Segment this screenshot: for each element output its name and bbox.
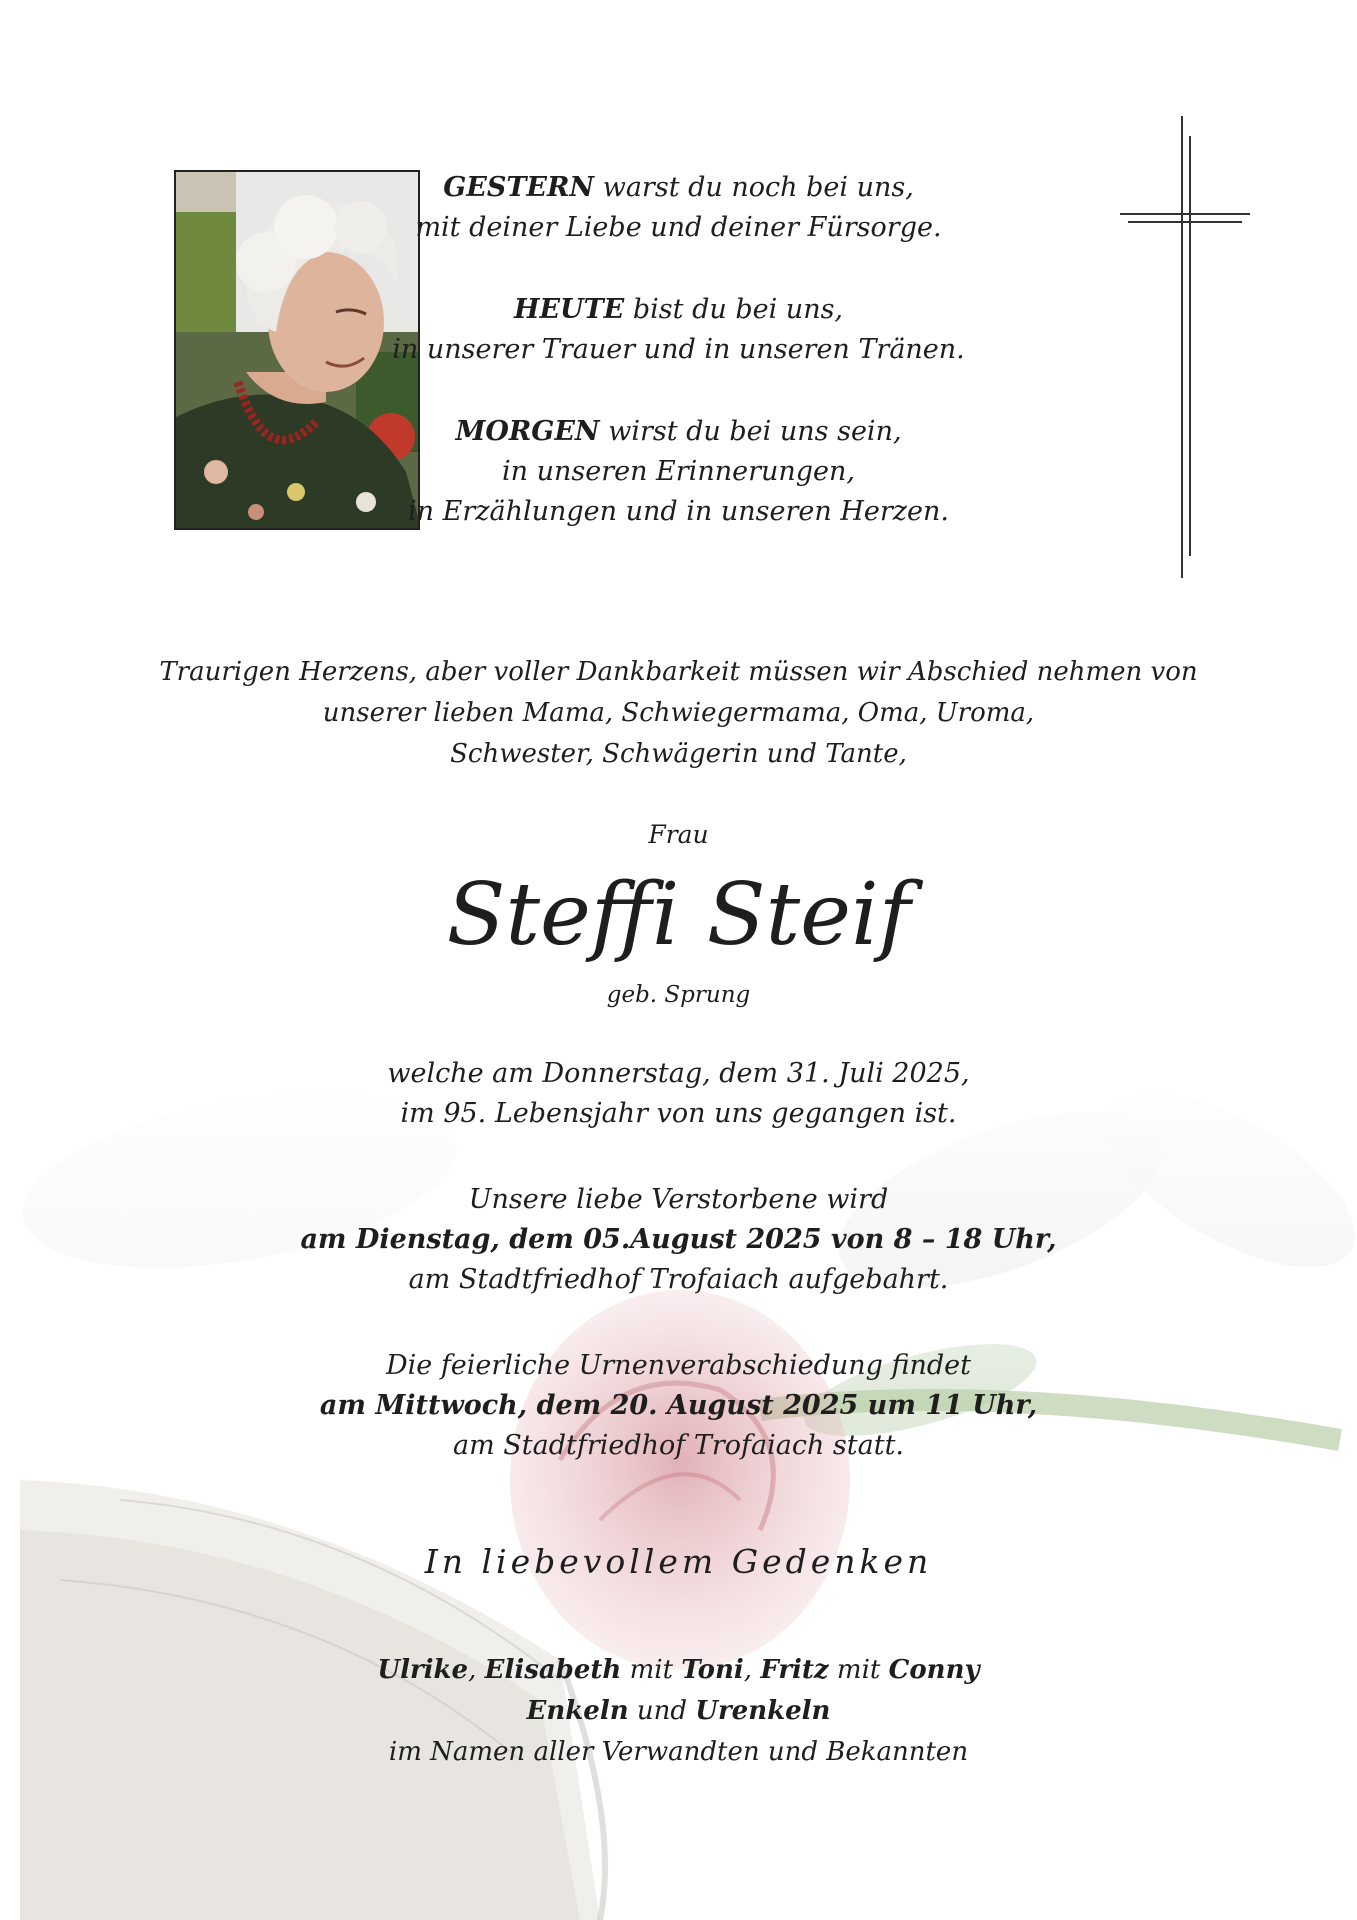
- poem: [0, 168, 1357, 574]
- mourner-connector: und: [628, 1696, 696, 1726]
- viewing-line: Unsere liebe Verstorbene wird: [468, 1184, 889, 1215]
- mourner-name: Toni: [681, 1655, 744, 1685]
- poem-line: in unserer Trauer und in unseren Tränen.: [392, 334, 965, 365]
- mourner-connector: ,: [468, 1655, 485, 1685]
- poem-stanza-today: [0, 290, 1357, 370]
- memorial-heading: In liebevollem Gedenken: [424, 1542, 933, 1581]
- mourner-connector: mit: [828, 1655, 889, 1685]
- poem-stanza-tomorrow: [0, 412, 1357, 532]
- salutation: Frau: [648, 820, 709, 849]
- poem-line: in Erzählungen und in unseren Herzen.: [408, 496, 949, 527]
- mourner-name: Fritz: [760, 1655, 829, 1685]
- mourner-name: Elisabeth: [484, 1655, 622, 1685]
- poem-line: warst du noch bei uns,: [602, 172, 914, 203]
- mourner-name: Ulrike: [377, 1655, 469, 1685]
- poem-line: mit deiner Liebe und deiner Fürsorge.: [415, 212, 942, 243]
- poem-line: bist du bei uns,: [632, 294, 844, 325]
- urn-farewell-info: [0, 1346, 1357, 1466]
- poem-stanza-yesterday: [0, 168, 1357, 248]
- mourner-connector: ,: [743, 1655, 761, 1685]
- urn-location: am Stadtfriedhof Trofaiach statt.: [452, 1430, 905, 1461]
- poem-keyword: GESTERN: [443, 172, 595, 203]
- intro-text: [0, 652, 1357, 775]
- mourners: [0, 1650, 1357, 1773]
- intro-line: unserer lieben Mama, Schwiegermama, Oma, Uroma,: [322, 698, 1035, 728]
- poem-line: in unseren Erinnerungen,: [501, 456, 855, 487]
- poem-keyword: MORGEN: [455, 416, 600, 447]
- mourners-grandchildren-line: [0, 1691, 1357, 1732]
- death-notice: [0, 1054, 1357, 1134]
- mourners-family-line: [0, 1650, 1357, 1691]
- death-line: welche am Donnerstag, dem 31. Juli 2025,: [387, 1058, 970, 1089]
- viewing-location: am Stadtfriedhof Trofaiach aufgebahrt.: [408, 1264, 949, 1295]
- mourner-name: Conny: [888, 1655, 980, 1685]
- intro-line: Schwester, Schwägerin und Tante,: [450, 739, 907, 769]
- mourners-closing-line: im Namen aller Verwandten und Bekannten: [388, 1737, 969, 1767]
- intro-line: Traurigen Herzens, aber voller Dankbarkeit müssen wir Abschied nehmen von: [159, 657, 1198, 687]
- mourner-name: Enkeln: [526, 1696, 629, 1726]
- urn-line: Die feierliche Urnenverabschiedung findet: [385, 1350, 972, 1381]
- deceased-name: Steffi Steif: [446, 865, 911, 965]
- mourner-name: Urenkeln: [695, 1696, 831, 1726]
- poem-line: wirst du bei uns sein,: [608, 416, 902, 447]
- viewing-info: [0, 1180, 1357, 1300]
- poem-keyword: HEUTE: [513, 294, 625, 325]
- viewing-date: am Dienstag, dem 05.August 2025 von 8 – 18 Uhr,: [300, 1224, 1057, 1255]
- mourner-connector: mit: [621, 1655, 682, 1685]
- death-line: im 95. Lebensjahr von uns gegangen ist.: [400, 1098, 957, 1129]
- maiden-name: geb. Sprung: [606, 982, 751, 1008]
- urn-date: am Mittwoch, dem 20. August 2025 um 11 Uhr,: [319, 1390, 1038, 1421]
